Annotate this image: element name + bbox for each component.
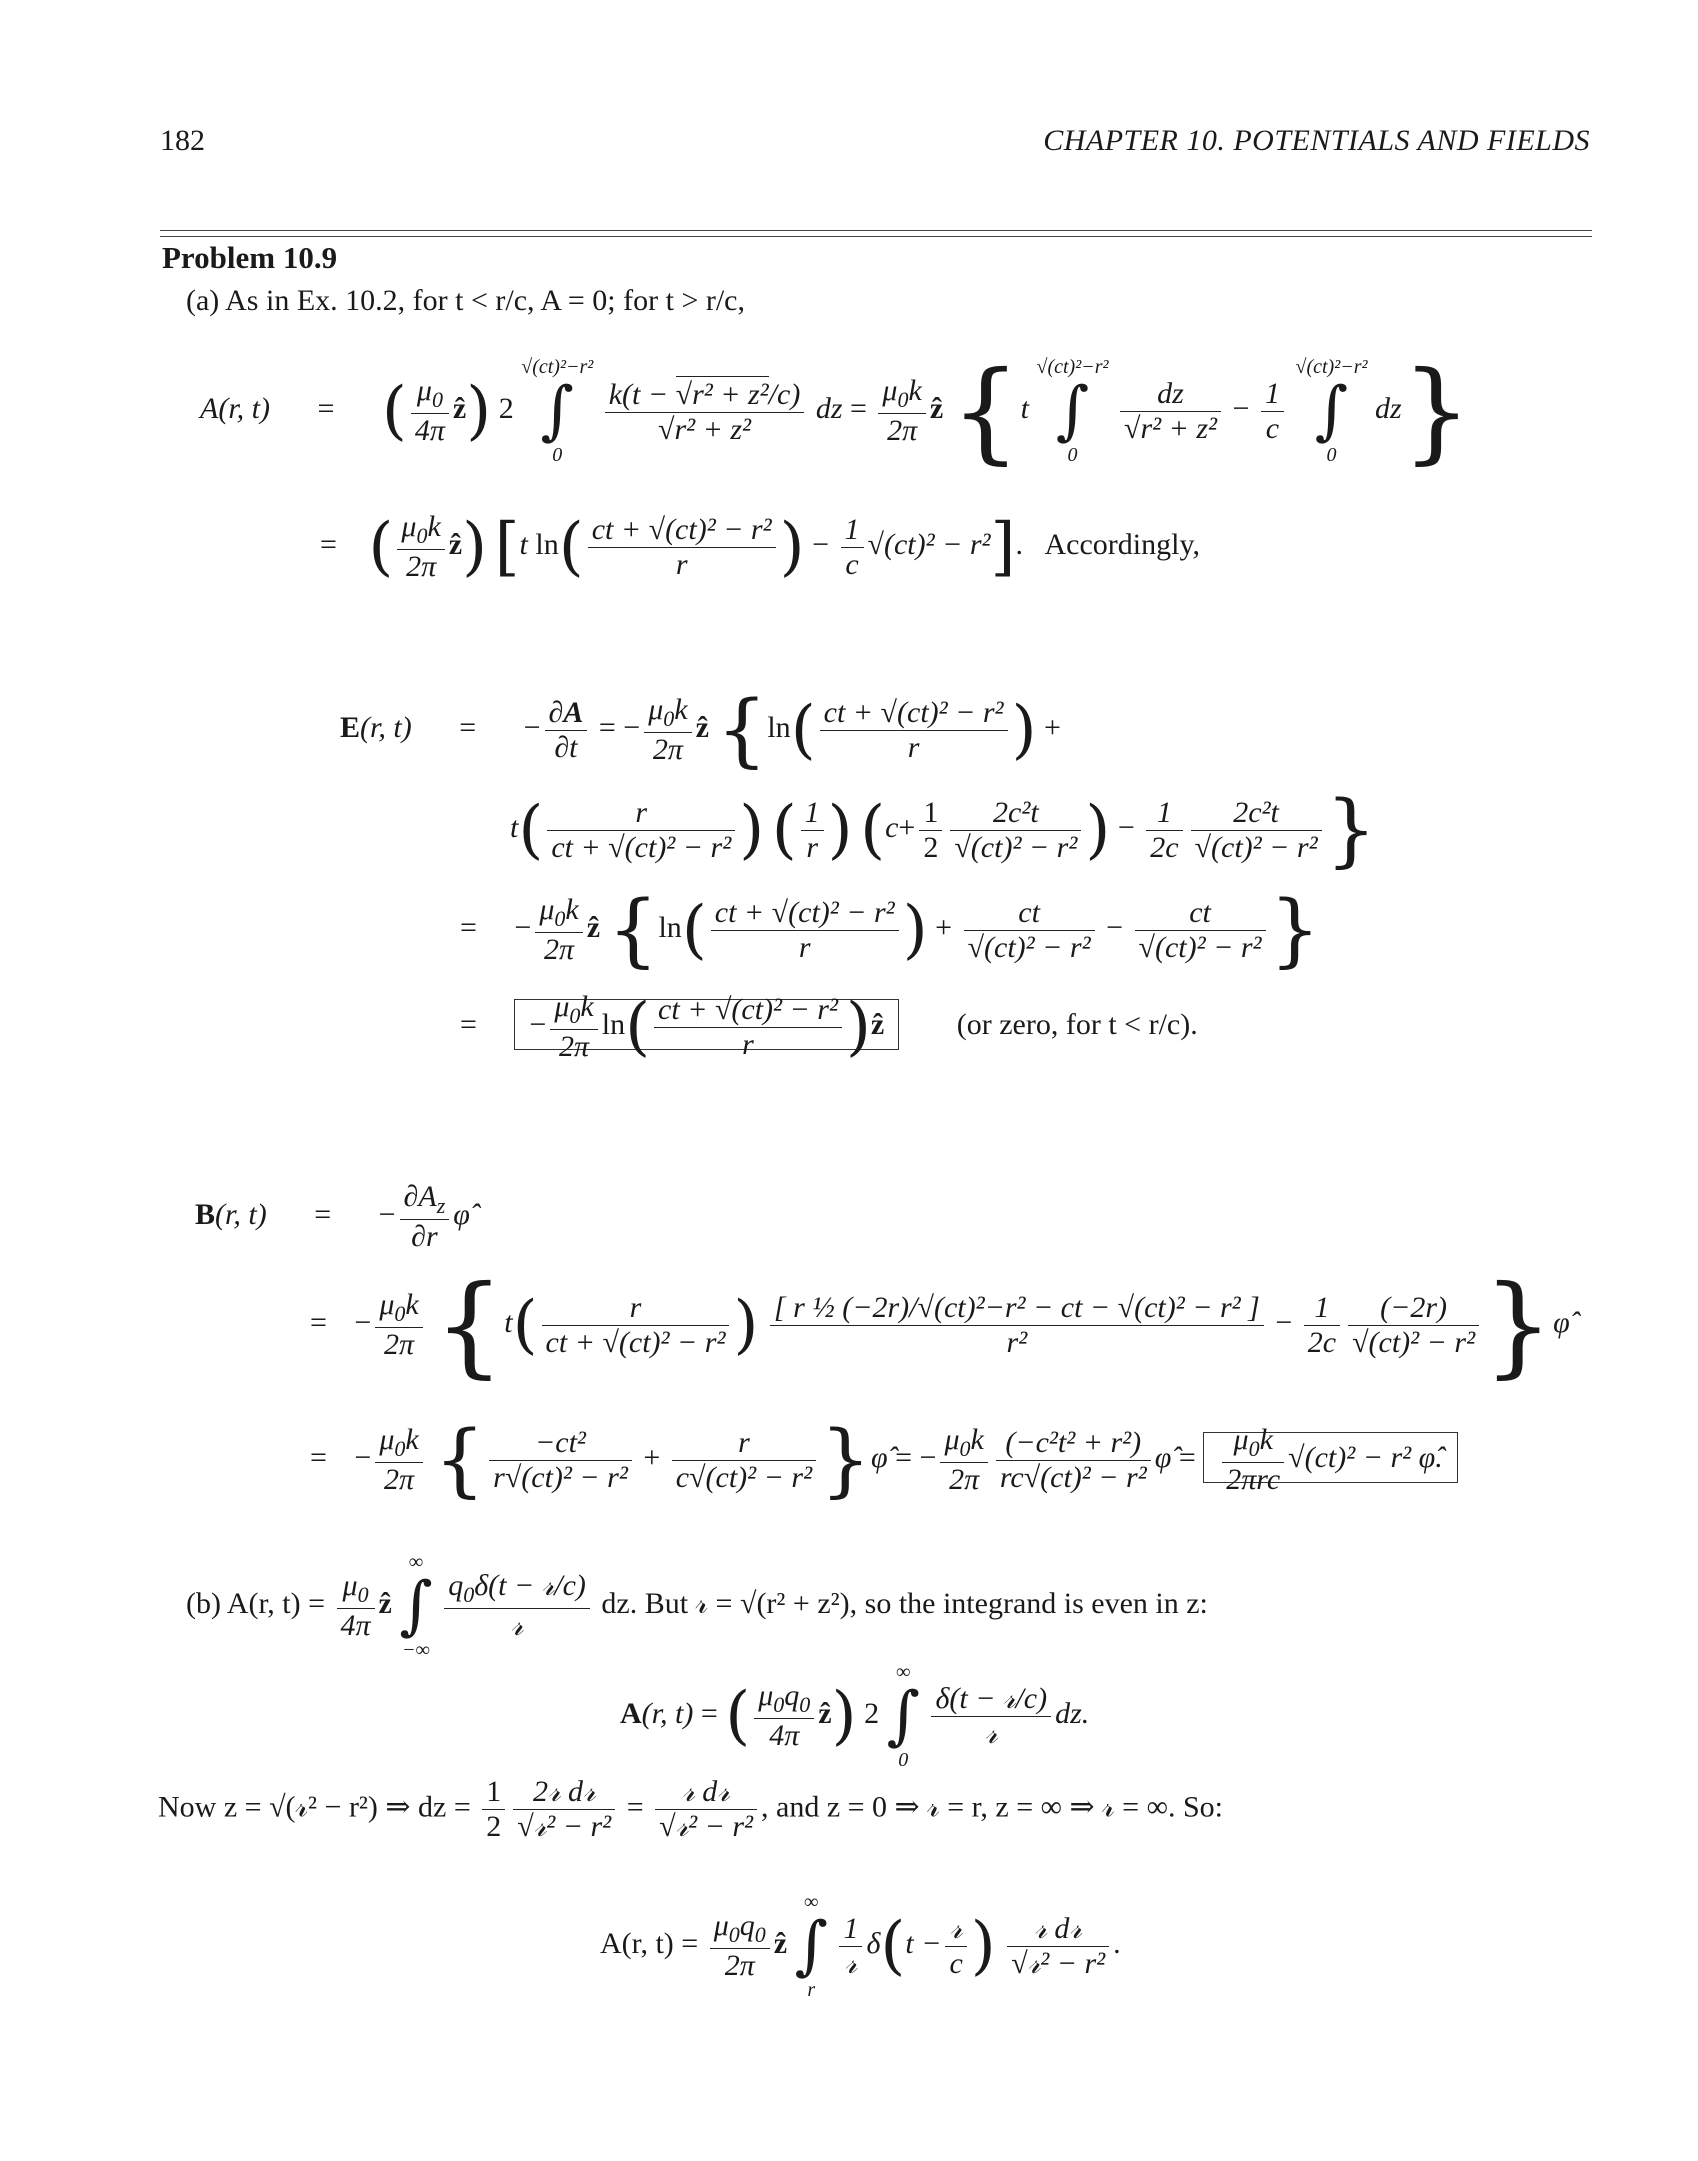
equation-A-line1: A(r, t) = ( $\frac{\mu_0}{4\pi}$ ẑ) 2 √(ct)²−r² ∫ 0 $\frac{\text{k(t − √r² + z²/c)}}{\text{√r² + z²}}$ dz = $\frac{\mu_0k}{2\pi}$ ẑ {t √(ct)²−r² ∫ 0 $\frac{dz}{\text{√r² + z²}}$ − $\frac{1}{c}$ √(ct)²−r² ∫ 0 dz} (200, 347, 1472, 475)
A-lhs-b: A(r, t) = (600, 1926, 699, 1960)
or-zero-text: (or zero, for t < r/c). (956, 1007, 1198, 1041)
part-b-A-final: A(r, t) = $\frac{\mu_0q_0}{2\pi}$ ẑ ∞ ∫ r $\frac{1}{\text{𝓇}}$ δ(t − $\frac{\text{𝓇}}{c}$ ) $\frac{\text{𝓇 d𝓇}}{\text{√𝓇² − r²}}$ . (600, 1891, 1121, 2001)
eq-sign: = (317, 391, 335, 425)
equation-E-line1: E(r, t) = − $\frac{\partial A}{\partial t}$ = − $\frac{\mu_0k}{2\pi}$ ẑ {ln( $\frac{\text{ct + √(ct)² − r²}}{r}$ ) + (340, 683, 1061, 776)
page-number: 182 (160, 124, 205, 157)
header-rule (160, 230, 1592, 231)
now-text: Now z = √(𝓇² − r²) ⇒ dz = (158, 1790, 471, 1824)
equation-E-result: = − $\frac{\mu_0k}{2\pi}$ ln( $\frac{\text{ct + √(ct)² − r²}}{r}$ )ẑ (or zero, for t < r/c). (460, 990, 1198, 1064)
part-a-intro: (a) As in Ex. 10.2, for t < r/c, A = 0; for t > r/c, (186, 284, 745, 317)
eq-A-lhs: A(r, t) (200, 391, 270, 425)
chapter-title: CHAPTER 10. POTENTIALS AND FIELDS (1043, 124, 1590, 157)
part-b-text: dz. But 𝓇 = √(r² + z²), so the integrand is even in z: (601, 1586, 1208, 1620)
part-b-line: (b) A(r, t) = $\frac{\mu_0}{4\pi}$ ẑ ∞ ∫ −∞ $\frac{q_0\delta(t - 𝓇/c)}{\text{𝓇}}$ dz. But 𝓇 = √(r² + z²), so the integrand is even in z: (186, 1551, 1208, 1661)
equation-E-line3: = − $\frac{\mu_0k}{2\pi}$ ẑ {ln( $\frac{\text{ct + √(ct)² − r²}}{r}$ ) + $\frac{ct}{\text{√(ct)² − r²}}$ − $\frac{ct}{\text{√(ct)² − r²}}$ } (460, 883, 1321, 976)
and-text: , and z = 0 ⇒ 𝓇 = r, z = ∞ ⇒ 𝓇 = ∞. So: (761, 1790, 1223, 1824)
E-result-box: − $\frac{\mu_0k}{2\pi}$ ln( $\frac{\text{ct + √(ct)² − r²}}{r}$ )ẑ (514, 999, 899, 1050)
header-rule-2 (160, 236, 1592, 237)
accordingly-text: Accordingly, (1044, 527, 1200, 561)
equation-B-line3: = − $\frac{\mu_0k}{2\pi}$ { $\frac{\text{−ct²}}{\text{r√(ct)² − r²}}$ + $\frac{r}{\text{c√(ct)² − r²}}$ }φ̂ = − $\frac{\mu_0k}{2\pi}$ $\frac{\text{(−c²t² + r²)}}{\text{rc√(ct)² − r²}}$ φ̂ = $\frac{\mu_0k}{\text{2πrc}}$ √(ct)² − r² φ̂. (310, 1420, 1458, 1500)
equation-A-line2: = ( $\frac{\mu_0k}{2\pi}$ ẑ) [t ln( $\frac{\text{ct + √(ct)² − r²}}{r}$ ) − $\frac{1}{c}$ √(ct)² − r²]. Accordingly, (320, 510, 1200, 584)
part-b-label: (b) A(r, t) = (186, 1586, 326, 1620)
equation-E-line2: t( $\frac{r}{\text{ct + √(ct)² − r²}}$ ) ( $\frac{1}{r}$ ) (c+ $\frac{1}{2}$ $\frac{\text{2c²t}}{\text{√(ct)² − r²}}$ ) − $\frac{1}{2c}$ $\frac{\text{2c²t}}{\text{√(ct)² − r²}}$ } (510, 783, 1377, 876)
B-result-box: $\frac{\mu_0k}{\text{2πrc}}$ √(ct)² − r² φ̂. (1203, 1432, 1458, 1483)
now-line: Now z = √(𝓇² − r²) ⇒ dz = $\frac{1}{2}$ $\frac{\text{2𝓇 d𝓇}}{\text{√𝓇² − r²}}$ = $\frac{\text{𝓇 d𝓇}}{\text{√𝓇² − r²}}$ , and z = 0 ⇒ 𝓇 = r, z = ∞ ⇒ 𝓇 = ∞. So: (158, 1775, 1223, 1843)
part-b-A-even: A(r, t) = ( $\frac{\mu_0q_0}{4\pi}$ ẑ) 2 ∞ ∫ 0 $\frac{\text{δ(t − 𝓇/c)}}{\text{𝓇}}$ dz. (620, 1661, 1090, 1771)
equation-B-line1: B(r, t) = − $\frac{\partial A_z}{\partial r}$ φ̂ (195, 1180, 470, 1253)
equation-B-line2: = − $\frac{\mu_0k}{2\pi}$ {t( $\frac{r}{\text{ct + √(ct)² − r²}}$ ) $\frac{\text{[ r ½ (−2r)/√(ct)²−r² − ct − √(ct)² − r² ]}}{\text{r²}}$ − $\frac{1}{2c}$ $\frac{(-2r)}{\text{√(ct)² − r²}}$ }φ̂ (310, 1261, 1570, 1389)
problem-title: Problem 10.9 (162, 240, 338, 275)
